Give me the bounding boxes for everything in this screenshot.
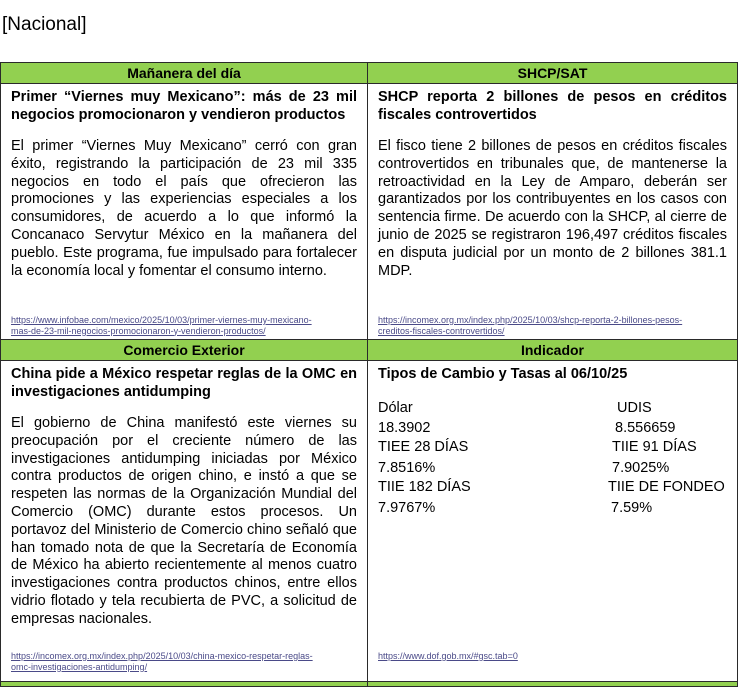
tiie91-value: 7.9025%: [612, 460, 670, 476]
news-grid: [0, 62, 738, 687]
header-mananera: Mañanera del día: [1, 63, 368, 84]
cell-mananera: [1, 84, 368, 340]
header-comercio: Comercio Exterior: [1, 340, 368, 361]
headline-indicador: Tipos de Cambio y Tasas al 06/10/25: [378, 366, 628, 382]
link-indicador-line1[interactable]: https://www.dof.gob.mx/#gsc.tab=0: [378, 651, 518, 661]
link-mananera-line1[interactable]: https://www.infobae.com/mexico/2025/10/03/primer-viernes-muy-mexicano-: [11, 315, 312, 325]
body-shcp: El fisco tiene 2 billones de pesos en créditos fiscales controvertidos en tribunales que, de mantenerse la retroactividad en la Ley de Amparo, deberán ser garantizados por los contribuyentes en los casos con sentencia firme. De acuerdo con la SHCP, al cierre de junio de 2025 se registraron 196,497 créditos fiscales en disputa judicial por un monto de 2 billones 381.1 MDP.: [378, 138, 727, 279]
tiie91-label: TIIE 91 DÍAS: [612, 439, 697, 455]
link-mananera[interactable]: [11, 315, 312, 336]
link-comercio-line1[interactable]: https://incomex.org.mx/index.php/2025/10/03/china-mexico-respetar-reglas-: [11, 651, 313, 661]
body-mananera: El primer “Viernes Muy Mexicano” cerró con gran éxito, registrando la participación de 23 mil 335 negocios en todo el país que ofrecieron las promociones y las experiencias especiales a los consumidores, de acuerdo a lo que informó la Concanaco Servytur México en la mañanera del pueblo. Este programa, fue impulsado para fortalecer la economía local y fomentar el consumo interno.: [11, 138, 357, 279]
link-comercio[interactable]: [11, 651, 313, 672]
link-mananera-line2[interactable]: mas-de-23-mil-negocios-promocionaron-y-vendieron-productos/: [11, 325, 266, 336]
link-shcp-line2[interactable]: creditos-fiscales-controvertidos/: [378, 325, 505, 336]
udis-label: UDIS: [617, 400, 652, 416]
header-shcp: SHCP/SAT: [368, 63, 738, 84]
link-shcp[interactable]: [378, 315, 682, 336]
fondeo-value: 7.59%: [611, 500, 653, 516]
link-comercio-line2[interactable]: omc-investigaciones-antidumping/: [11, 661, 148, 672]
headline-comercio: China pide a México respetar reglas de la OMC en investigaciones antidumping: [11, 366, 357, 400]
cell-indicador: [368, 361, 738, 682]
cell-shcp: [368, 84, 738, 340]
tiee28-value: 7.8516%: [378, 460, 436, 476]
headline-shcp: SHCP reporta 2 billones de pesos en créditos fiscales controvertidos: [378, 89, 727, 123]
body-comercio: El gobierno de China manifestó este viernes su preocupación por el creciente número de las investigaciones antidumping iniciadas por México contra productos de origen chino, e instó a que se respeten las normas de la Organización Mundial del Comercio (OMC) durante estos procesos. Un portavoz del Ministerio de Comercio chino señaló que han tomado nota de que la Secretaría de Economía de México ha abierto recientemente al menos cuatro investigaciones contra productos chinos, entre ellos vidrio flotado y tela recubierta de PVC, a solicitud de empresas nacionales.: [11, 415, 357, 627]
cell-comercio: [1, 361, 368, 682]
link-indicador[interactable]: [378, 651, 518, 662]
tiie182-label: TIIE 182 DÍAS: [378, 479, 471, 495]
next-header-right: [368, 682, 738, 687]
tiee28-label: TIEE 28 DÍAS: [378, 439, 469, 455]
headline-mananera: Primer “Viernes muy Mexicano”: más de 23 mil negocios promocionaron y vendieron productos: [11, 89, 357, 123]
dolar-value: 18.3902: [378, 420, 431, 436]
dolar-label: Dólar: [378, 400, 413, 416]
fondeo-label: TIIE DE FONDEO: [608, 479, 725, 495]
tiie182-value: 7.9767%: [378, 500, 436, 516]
next-header-left: [1, 682, 368, 687]
header-indicador: Indicador: [368, 340, 738, 361]
link-shcp-line1[interactable]: https://incomex.org.mx/index.php/2025/10/03/shcp-reporta-2-billones-pesos-: [378, 315, 683, 325]
section-title: [Nacional]: [2, 14, 87, 35]
udis-value: 8.556659: [615, 420, 676, 436]
